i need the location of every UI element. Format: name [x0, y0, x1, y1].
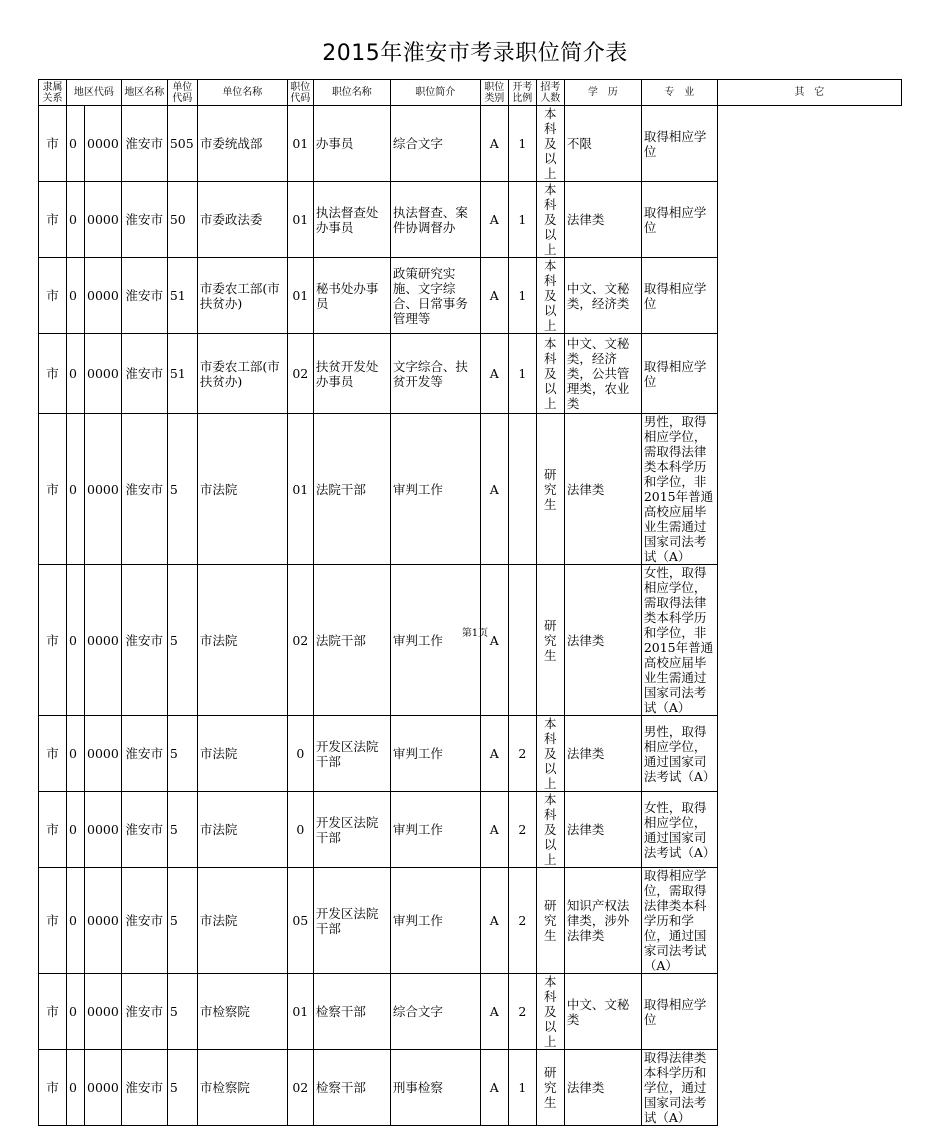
header-cell: 单位代码	[167, 80, 197, 106]
table-cell: A	[480, 258, 508, 334]
table-cell: 0	[67, 1050, 85, 1126]
table-cell: 本科及以上	[536, 792, 564, 868]
table-cell: 市	[39, 716, 67, 792]
table-cell: 1	[508, 182, 536, 258]
header-cell: 职位简介	[390, 80, 480, 106]
table-cell: 0	[287, 716, 313, 792]
table-cell: 执法督查处办事员	[313, 182, 390, 258]
table-cell: 51	[167, 258, 197, 334]
table-cell: 扶贫开发处办事员	[313, 334, 390, 414]
table-cell: 中文、文秘类，经济类	[564, 258, 641, 334]
table-cell: 1	[508, 334, 536, 414]
table-cell: 法律类	[564, 1050, 641, 1126]
table-cell: 研究生	[536, 868, 564, 974]
table-cell: 0	[67, 792, 85, 868]
table-cell: 05	[287, 868, 313, 974]
table-cell: 审判工作	[390, 565, 480, 716]
table-cell: 女性，取得相应学位，需取得法律类本科学历和学位，非2015年普通高校应届毕业生需通过国家司法考试（A）	[641, 565, 717, 716]
table-cell: 研究生	[536, 414, 564, 565]
table-row	[39, 414, 902, 565]
header-cell: 学 历	[564, 80, 641, 106]
table-row	[39, 792, 902, 868]
table-cell: 0	[67, 182, 85, 258]
table-cell: 开发区法院干部	[313, 792, 390, 868]
table-cell: 5	[167, 1050, 197, 1126]
table-cell: 取得相应学位	[641, 974, 717, 1050]
table-cell: 505	[167, 106, 197, 182]
table-cell: 5	[167, 868, 197, 974]
table-cell: 淮安市	[121, 334, 167, 414]
table-cell: 开发区法院干部	[313, 716, 390, 792]
header-cell: 单位名称	[197, 80, 287, 106]
header-row	[39, 80, 902, 106]
header-cell: 专 业	[641, 80, 717, 106]
table-cell: 0	[67, 106, 85, 182]
header-cell: 地区代码	[67, 80, 122, 106]
table-cell: 市	[39, 414, 67, 565]
table-cell: 刑事检察	[390, 1050, 480, 1126]
table-cell: 01	[287, 258, 313, 334]
table-cell	[508, 414, 536, 565]
table-cell: 不限	[564, 106, 641, 182]
table-cell: 取得相应学位	[641, 258, 717, 334]
table-cell: 市法院	[197, 868, 287, 974]
document-title: 2015年淮安市考录职位简介表	[322, 41, 628, 66]
table-cell: 0000	[85, 792, 122, 868]
table-row	[39, 334, 902, 414]
table-cell: A	[480, 182, 508, 258]
table-cell: 0000	[85, 182, 122, 258]
table-cell: 市检察院	[197, 974, 287, 1050]
table-cell: 研究生	[536, 1050, 564, 1126]
table-cell: 本科及以上	[536, 182, 564, 258]
table-cell: A	[480, 334, 508, 414]
table-cell: 02	[287, 334, 313, 414]
table-cell: 0000	[85, 106, 122, 182]
table-cell: 2	[508, 868, 536, 974]
table-cell: 淮安市	[121, 974, 167, 1050]
table-cell: 0	[67, 974, 85, 1050]
table-cell: 法律类	[564, 716, 641, 792]
table-row	[39, 565, 902, 716]
table-cell: 01	[287, 414, 313, 565]
table-cell: 市	[39, 1050, 67, 1126]
table-cell: 淮安市	[121, 258, 167, 334]
table-cell: 政策研究实施、文字综合、日常事务管理等	[390, 258, 480, 334]
table-cell: 0000	[85, 716, 122, 792]
table-cell: 2	[508, 792, 536, 868]
table-cell: 01	[287, 182, 313, 258]
table-cell: 淮安市	[121, 868, 167, 974]
table-cell: 法律类	[564, 792, 641, 868]
table-cell: 淮安市	[121, 1050, 167, 1126]
header-cell: 开考比例	[508, 80, 536, 106]
table-cell: 市委农工部(市扶贫办)	[197, 258, 287, 334]
table-cell: 市委统战部	[197, 106, 287, 182]
table-cell: 0	[67, 716, 85, 792]
table-cell: A	[480, 565, 508, 716]
table-cell: A	[480, 414, 508, 565]
table-cell: 市	[39, 182, 67, 258]
table-cell: 市委政法委	[197, 182, 287, 258]
header-cell: 职位类别	[480, 80, 508, 106]
table-cell: 本科及以上	[536, 716, 564, 792]
table-cell: 取得相应学位	[641, 106, 717, 182]
table-cell: 02	[287, 1050, 313, 1126]
table-cell: 淮安市	[121, 792, 167, 868]
table-cell: 0	[67, 868, 85, 974]
table-cell: 0	[67, 334, 85, 414]
table-cell: 淮安市	[121, 182, 167, 258]
table-cell: 法律类	[564, 565, 641, 716]
table-cell: 50	[167, 182, 197, 258]
header-cell: 职位代码	[287, 80, 313, 106]
header-cell: 招考人数	[536, 80, 564, 106]
positions-table	[38, 79, 902, 1126]
table-cell: A	[480, 974, 508, 1050]
table-cell: A	[480, 792, 508, 868]
table-cell: 审判工作	[390, 716, 480, 792]
table-cell: 市法院	[197, 565, 287, 716]
table-cell: 知识产权法律类，涉外法律类	[564, 868, 641, 974]
table-cell: 审判工作	[390, 792, 480, 868]
table-cell: 取得相应学位	[641, 182, 717, 258]
table-cell: 2	[508, 716, 536, 792]
table-cell: 男性，取得相应学位，通过国家司法考试（A）	[641, 716, 717, 792]
table-cell: 综合文字	[390, 106, 480, 182]
table-cell: 市	[39, 868, 67, 974]
header-cell: 其 它	[717, 80, 901, 106]
table-row	[39, 106, 902, 182]
table-cell: 1	[508, 258, 536, 334]
table-cell: 1	[508, 106, 536, 182]
table-cell: 2	[508, 974, 536, 1050]
table-cell: 审判工作	[390, 868, 480, 974]
table-cell: 0	[67, 565, 85, 716]
table-cell: 1	[508, 1050, 536, 1126]
table-cell: A	[480, 106, 508, 182]
table-cell: 本科及以上	[536, 334, 564, 414]
table-cell: 0	[67, 258, 85, 334]
table-cell: 男性，取得相应学位，需取得法律类本科学历和学位，非2015年普通高校应届毕业生需通过国家司法考试（A）	[641, 414, 717, 565]
table-cell: 0000	[85, 868, 122, 974]
table-cell: 取得法律类本科学历和学位，通过国家司法考试（A）	[641, 1050, 717, 1126]
table-row	[39, 1050, 902, 1126]
table-cell: 市检察院	[197, 1050, 287, 1126]
table-cell: 0000	[85, 334, 122, 414]
table-cell: 本科及以上	[536, 974, 564, 1050]
table-cell: 市法院	[197, 716, 287, 792]
table-cell: A	[480, 716, 508, 792]
table-cell: 办事员	[313, 106, 390, 182]
table-cell: 秘书处办事员	[313, 258, 390, 334]
table-cell: 市委农工部(市扶贫办)	[197, 334, 287, 414]
table-cell: 0	[287, 792, 313, 868]
table-cell: 淮安市	[121, 106, 167, 182]
table-cell: 5	[167, 565, 197, 716]
table-cell: 0	[67, 414, 85, 565]
table-cell: 本科及以上	[536, 106, 564, 182]
table-cell: 51	[167, 334, 197, 414]
table-cell	[508, 565, 536, 716]
table-cell: 淮安市	[121, 716, 167, 792]
table-row	[39, 182, 902, 258]
table-row	[39, 258, 902, 334]
table-cell: 综合文字	[390, 974, 480, 1050]
table-row	[39, 868, 902, 974]
table-cell: 淮安市	[121, 565, 167, 716]
table-cell: 检察干部	[313, 974, 390, 1050]
table-row	[39, 716, 902, 792]
table-cell: A	[480, 1050, 508, 1126]
table-cell: 中文、文秘类	[564, 974, 641, 1050]
table-cell: 市	[39, 974, 67, 1050]
table-cell: 执法督查、案件协调督办	[390, 182, 480, 258]
table-cell: 取得相应学位，需取得法律类本科学历和学位，通过国家司法考试（A）	[641, 868, 717, 974]
table-cell: 法律类	[564, 414, 641, 565]
table-cell: 取得相应学位	[641, 334, 717, 414]
table-cell: 0000	[85, 974, 122, 1050]
table-cell: 5	[167, 414, 197, 565]
table-cell: 0000	[85, 258, 122, 334]
table-cell: 市	[39, 258, 67, 334]
header-cell: 职位名称	[313, 80, 390, 106]
page-number: 第1页	[461, 628, 489, 639]
table-cell: 检察干部	[313, 1050, 390, 1126]
table-cell: 0000	[85, 1050, 122, 1126]
table-body	[39, 106, 902, 1126]
table-cell: 5	[167, 792, 197, 868]
table-cell: 淮安市	[121, 414, 167, 565]
table-cell: 法院干部	[313, 565, 390, 716]
table-cell: 5	[167, 974, 197, 1050]
table-row	[39, 974, 902, 1050]
table-cell: 中文、文秘类，经济类，公共管理类，农业类	[564, 334, 641, 414]
table-cell: 文字综合、扶贫开发等	[390, 334, 480, 414]
table-cell: 女性，取得相应学位，通过国家司法考试（A）	[641, 792, 717, 868]
table-cell: 市	[39, 792, 67, 868]
table-cell: 市	[39, 334, 67, 414]
table-cell: 法律类	[564, 182, 641, 258]
table-cell: A	[480, 868, 508, 974]
table-cell: 市法院	[197, 414, 287, 565]
table-cell: 5	[167, 716, 197, 792]
table-cell: 市	[39, 565, 67, 716]
table-cell: 市	[39, 106, 67, 182]
table-cell: 审判工作	[390, 414, 480, 565]
table-cell: 02	[287, 565, 313, 716]
table-cell: 01	[287, 974, 313, 1050]
header-cell: 隶属关系	[39, 80, 67, 106]
table-cell: 法院干部	[313, 414, 390, 565]
table-cell: 0000	[85, 565, 122, 716]
header-cell: 地区名称	[121, 80, 167, 106]
table-cell: 开发区法院干部	[313, 868, 390, 974]
table-cell: 市法院	[197, 792, 287, 868]
table-cell: 研究生	[536, 565, 564, 716]
table-cell: 01	[287, 106, 313, 182]
table-cell: 0000	[85, 414, 122, 565]
table-cell: 本科及以上	[536, 258, 564, 334]
